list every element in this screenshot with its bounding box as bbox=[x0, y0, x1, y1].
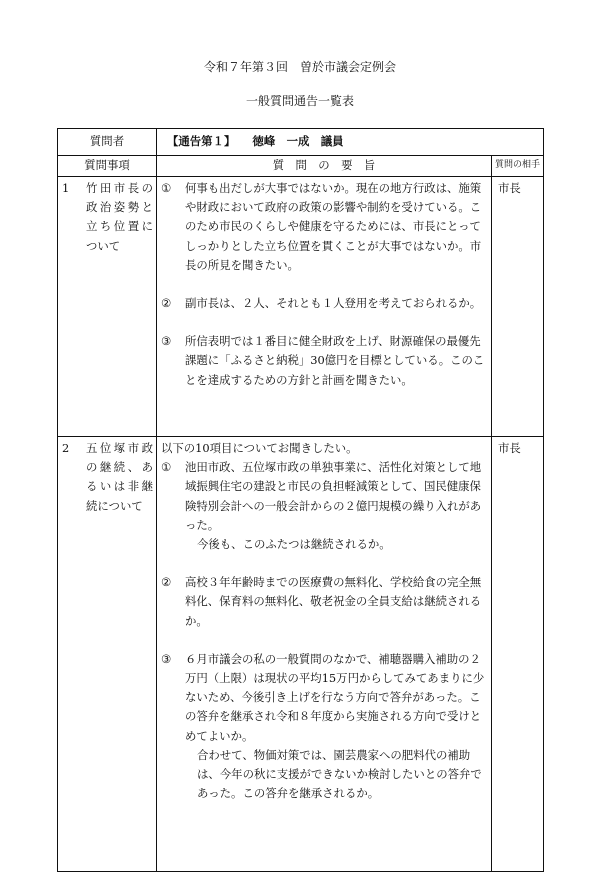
notice-table bbox=[57, 128, 544, 872]
document-title: 令和７年第３回 曽於市議会定例会 bbox=[203, 60, 396, 74]
item-extra-text: 今後も、このふたつは継続されるか。 bbox=[197, 537, 391, 552]
item-mark: ② bbox=[161, 296, 172, 311]
question-item bbox=[161, 458, 488, 535]
questioner-value: 【通告第１】 徳峰 一成 議員 bbox=[157, 129, 544, 156]
topic-number: 1 bbox=[62, 181, 70, 195]
item-text: 高校３年年齢時までの医療費の無料化、学校給食の完全無料化、保育料の無料化、敬老祝金の全員支給は継続されるか。 bbox=[185, 575, 482, 628]
respondent-cell: 市長 bbox=[492, 177, 544, 437]
item-mark: ① bbox=[161, 460, 172, 475]
item-text: 所信表明では１番目に健全財政を上げ、財源確保の最優先課題に「ふるさと納税」30億円を目標としている。このことを達成するための方針と計画を聞きたい。 bbox=[185, 334, 485, 387]
item-mark: ③ bbox=[161, 334, 172, 349]
item-text: 副市長は、２人、それとも１人登用を考えておられるか。 bbox=[185, 296, 482, 311]
topic-cell bbox=[58, 177, 157, 437]
table-row bbox=[58, 437, 544, 872]
topic-cell bbox=[58, 437, 157, 872]
respondent-cell: 市長 bbox=[492, 437, 544, 872]
questioner-label: 質問者 bbox=[58, 129, 157, 156]
item-extra-text: 合わせて、物価対策では、園芸農家への肥料代の補助は、今年の秋に支援ができないか検討したいとの答弁であった。この答弁を継承されるか。 bbox=[197, 747, 482, 801]
question-item bbox=[161, 573, 488, 631]
topic-text: 五位塚市政の継続、あるいは非継続について bbox=[86, 441, 153, 513]
col-content-header: 質 問 の 要 旨 bbox=[157, 156, 492, 177]
topic-number: 2 bbox=[62, 441, 70, 455]
question-item bbox=[161, 294, 488, 313]
item-text: ６月市議会の私の一般質問のなかで、補聴器購入補助の２万円（上限）は現状の平均15万円からしてみてあまりに少ないため、今後引き上げを行なう方向で答弁があった。この答弁を継承され令和８年度から実施される方向で受けとめてよいか。 bbox=[185, 651, 485, 743]
questioner-row bbox=[58, 129, 544, 156]
table-row bbox=[58, 177, 544, 437]
col-topic-header: 質問事項 bbox=[58, 156, 157, 177]
topic-text: 竹田市長の政治姿勢と立ち位置について bbox=[86, 181, 153, 253]
intro-text: 以下の10項目についてお聞きしたい。 bbox=[161, 441, 358, 455]
column-header-row bbox=[58, 156, 544, 177]
item-text: 池田市政、五位塚市政の単独事業に、活性化対策として地域振興住宅の建設と市民の負担軽減策として、国民健康保険特別会計への一般会計からの２億円規模の繰り入れがあった。 bbox=[185, 460, 482, 532]
content-cell bbox=[157, 177, 492, 437]
document-subtitle: 一般質問通告一覧表 bbox=[245, 94, 354, 108]
item-mark: ① bbox=[161, 181, 172, 195]
question-item bbox=[161, 179, 488, 275]
item-text: 何事も出だしが大事ではないか。現在の地方行政は、施策や財政において政府の政策の影響や制約を受けている。このため市民のくらしや健康を守るためには、市長にとってしっかりとした立ち位置を貫くことが大事ではないか。市長の所見を聞きたい。 bbox=[185, 181, 482, 272]
item-mark: ③ bbox=[161, 651, 172, 666]
question-item bbox=[161, 332, 488, 390]
content-cell bbox=[157, 437, 492, 872]
item-mark: ② bbox=[161, 575, 172, 590]
question-item bbox=[161, 650, 488, 746]
col-respondent-header: 質問の相手 bbox=[492, 156, 544, 177]
